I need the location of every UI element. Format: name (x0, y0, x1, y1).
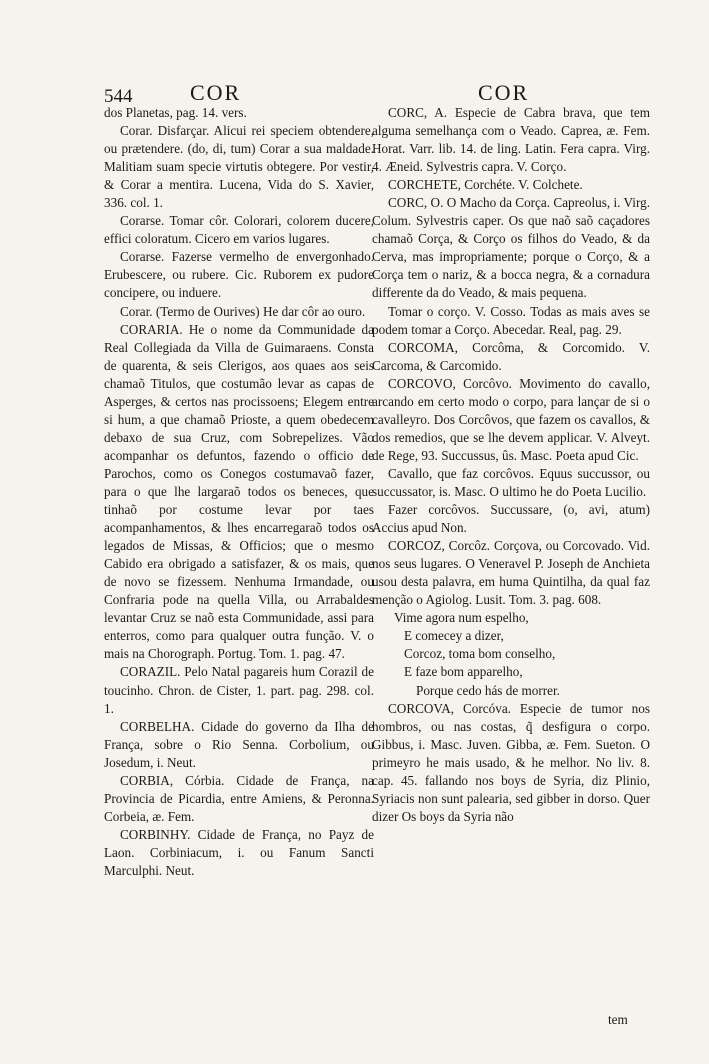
dictionary-entry: CORCOZ, Corcôz. Corçova, ou Corcovado. Vid. nos seus lugares. O Veneravel P. Joseph de Anchieta usou desta palavra, em huma Quintilha, da qual faz menção o Agiolog. Lusit. Tom. 3. pag. 608. (372, 538, 650, 608)
dictionary-entry: CORBIA, Córbia. Cidade de França, na Provincia de Picardia, entre Amiens, & Peronna. Corbeia, æ. Fem. (104, 772, 374, 824)
catchword: tem (608, 1012, 628, 1027)
dictionary-entry: Tomar o corço. V. Cosso. Todas as mais aves se podem tomar a Corço. Abecedar. Real, pag. 29. (372, 303, 650, 337)
dictionary-entry: CORAZIL. Pelo Natal pagareis hum Corazil de toucinho. Chron. de Cister, 1. part. pag. 298. col. 1. (104, 664, 374, 716)
right-text-column (372, 104, 650, 826)
dictionary-entry: CORC, O. O Macho da Corça. Capreolus, i. Virg. Colum. Sylvestris caper. Os que naõ saõ caçadores chamaõ Corça, & Corço os filhos do Veado, & da Cerva, mas impropriamente; porque o Corço, & a Corça tem o nariz, & a bocca negra, & a cornadura differente da do Veado, & mais pequena. (372, 195, 650, 301)
running-head-right: COR (478, 80, 530, 105)
left-text-column (104, 104, 374, 880)
dictionary-entry: CORC, A. Especie de Cabra brava, que tem alguma semelhança com o Veado. Caprea, æ. Fem. Horat. Varr. lib. 14. de ling. Latin. Fera capra. Virg. 4. Æneid. Sylvestris capra. V. Corço. (372, 105, 650, 175)
dictionary-entry: dos Planetas, pag. 14. vers. (104, 105, 247, 120)
dictionary-entry: Corar. Disfarçar. Alicui rei speciem obtendere, ou prætendere. (do, di, tum) Corar a sua maldade. Malitiam suam specie virtutis obtegere. Por vestir, & Corar a mentira. Lucena, Vida do S. Xavier, 336. col. 1. (104, 123, 374, 211)
dictionary-entry: CORARIA. He o nome da Communidade da Real Collegiada da Villa de Guimaraens. Consta de quarenta, & seis Clerigos, aos quaes aos seis chamaõ Titulos, que costumão levar as capas de Asperges, & certos nas procissoens; Elegem entre si hum, a que chamaõ Prioste, a quem obedecem debaxo de sua Cruz, com Sobrepelizes. Vão acompanhar os defuntos, fazendo o officio de Parochos, como os Conegos costumavaõ fazer, para o que lhe largaraõ todos os beneces, que tinhaõ por costume levar por taes acompanhamentos, & lhes encarregaraõ todos os legados de Missas, & Officios; que o mesmo Cabido era obrigado a satisfazer, & os mais, que de novo se fizessem. Nenhuma Irmandade, ou Confraria pode na quella Villa, ou Arrabaldes levantar Cruz se naõ esta Communidade, assi para enterros, como para qualquer outra função. V. o mais na Chorograph. Portug. Tom. 1. pag. 47. (104, 321, 374, 662)
dictionary-entry: Corarse. Tomar côr. Colorari, colorem ducere, effici coloratum. Cicero em varios lugares. (104, 213, 374, 247)
dictionary-entry: Cavallo, que faz corcôvos. Equus succussor, ou succussator, is. Masc. O ultimo he do Poeta Lucilio. (372, 465, 650, 499)
dictionary-entry: Corarse. Fazerse vermelho de envergonhado. Erubescere, ou rubere. Cic. Ruborem ex pudore concipere, ou induere. (104, 249, 374, 301)
dictionary-entry: Corar. (Termo de Ourives) He dar côr ao ouro. (120, 303, 366, 319)
dictionary-entry: CORCOMA, Corcôma, & Corcomido. V. Carcoma, & Carcomido. (372, 339, 650, 373)
verse-line: Porque cedo hás de morrer. (416, 682, 560, 698)
page-number: 544 (104, 86, 133, 107)
dictionary-entry: CORBELHA. Cidade do governo da Ilha de França, sobre o Rio Senna. Corbolium, ou Josedum, i. Neut. (104, 718, 374, 770)
verse-line: E comecey a dizer, (404, 628, 504, 644)
dictionary-entry: CORCHETE, Corchéte. V. Colchete. (388, 177, 583, 193)
dictionary-entry: CORBINHY. Cidade de França, no Payz de Laon. Corbiniacum, i. ou Fanum Sancti Marculphi. Neut. (104, 826, 374, 878)
dictionary-entry: CORCOVA, Corcóva. Especie de tumor nos hombros, ou nas costas, q̃ desfigura o corpo. Gibbus, i. Masc. Juven. Gibba, æ. Fem. Sueton. O primeyro he mais usado, & he melhor. No liv. 8. cap. 45. fallando nos boys de Syria, diz Plinio, Syriacis non sunt palearia, sed gibber in dorso. Quer dizer Os boys da Syria não (372, 700, 650, 824)
verse-line: Vime agora num espelho, (394, 610, 529, 626)
verse-quotation (372, 609, 650, 699)
dictionary-entry: Fazer corcôvos. Succussare, (o, avi, atum) Accius apud Non. (372, 502, 650, 536)
dictionary-entry: CORCOVO, Corcôvo. Movimento do cavallo, arcando em certo modo o corpo, para lançar de si o cavalleyro. Dos Corcôvos, que fazem os cavallos, & dos remedios, que se lhe devem applicar. V. Alveyt. de Rege, 93. Succussus, ûs. Masc. Poeta apud Cic. (372, 375, 650, 463)
running-head-left: COR (190, 80, 242, 105)
verse-line: Corcoz, toma bom conselho, (404, 646, 556, 662)
verse-line: E faze bom apparelho, (404, 664, 523, 680)
